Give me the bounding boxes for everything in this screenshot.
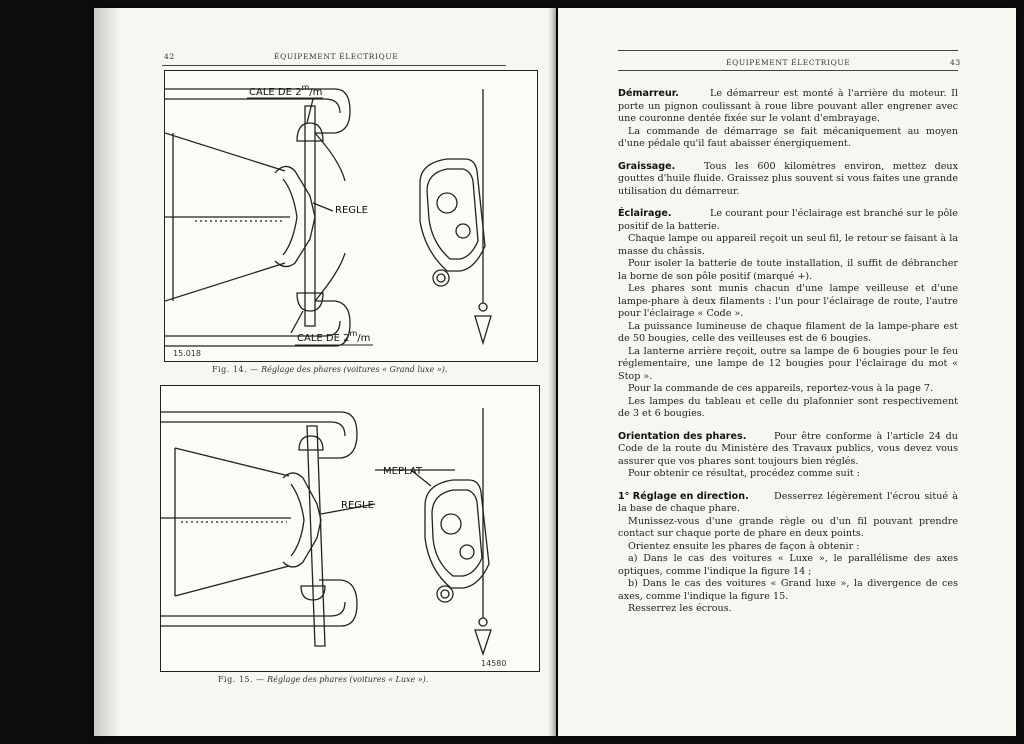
section-lead-reglage: Desserrez légèrement l'écrou situé à la base de chaque phare.: [618, 490, 958, 514]
fig14-label-bottom-text: [297, 329, 370, 344]
section-para-eclairage-2: Pour isoler la batterie de toute installation, il suffit de débrancher la borne de son pôle positif (marqué +).: [618, 258, 958, 282]
fig14-label-bottom-sup: m: [349, 329, 358, 338]
fig14-label-regle: REGLE: [335, 205, 368, 216]
section-para-eclairage-7: Les lampes du tableau et celle du plafonnier sont respectivement de 3 et 6 bougies.: [618, 395, 958, 419]
left-page: [94, 8, 556, 736]
head-rule-right-top: [618, 50, 958, 51]
section-eclairage: [618, 208, 958, 421]
fig14-label-bottom: CALE DE 2: [297, 333, 350, 344]
fig15-label-regle: REGLE: [341, 500, 374, 511]
section-para-eclairage-6: Pour la commande de ces appareils, reportez-vous à la page 7.: [628, 383, 934, 394]
head-rule-left: [162, 65, 506, 66]
section-para-reglage-2: Orientez ensuite les phares de façon à obtenir :: [628, 540, 860, 552]
fig15-ref: 14580: [481, 659, 507, 668]
fig15-caption-num: Fig. 15. —: [218, 675, 265, 684]
fig14-label-top: CALE DE 2: [249, 87, 302, 98]
section-para-eclairage-3: Les phares sont munis chacun d'une lampe veilleuse et d'une lampe-phare à deux filaments : l'un pour l'éclairage de route, l'autre pour l'éclairage « Code ».: [618, 283, 958, 319]
right-page-text: [618, 88, 958, 616]
section-lead-demarreur: Le démarreur est monté à l'arrière du moteur. Il porte un pignon coulissant à roue libre pouvant aller engrener avec une couronne dentée fixée sur le volant d'embrayage.: [618, 88, 958, 124]
fig14-label-top-text: [249, 83, 322, 98]
right-page: [558, 8, 1016, 736]
section-para-eclairage-4: La puissance lumineuse de chaque filament de la lampe-phare est de 50 bougies, celle des veilleuses est de 6 bougies.: [618, 320, 958, 344]
section-demarreur: [618, 88, 958, 151]
section-para-reglage-5: Resserrez les écrous.: [628, 603, 732, 614]
section-title-graissage: Graissage.: [618, 160, 676, 172]
section-orientation: [618, 431, 958, 481]
section-para-eclairage-1: Chaque lampe ou appareil reçoit un seul fil, le retour se faisant à la masse du châssis.: [618, 233, 958, 257]
running-head-right: ÉQUIPEMENT ÉLECTRIQUE: [726, 58, 851, 67]
running-head-left: ÉQUIPEMENT ÉLECTRIQUE: [274, 52, 399, 61]
section-para-eclairage-5: La lanterne arrière reçoit, outre sa lampe de 6 bougies pour le feu réglementaire, une lampe de 12 bougies pour l'éclairage du mot « Stop ».: [618, 345, 958, 382]
section-para-reglage-1: Munissez-vous d'une grande règle ou d'un fil pouvant prendre contact sur chaque porte de phare en deux points.: [618, 515, 958, 539]
fig14-ref: 15.018: [173, 349, 201, 358]
fig15-label-meplat: MEPLAT: [383, 466, 422, 477]
section-title-eclairage: Éclairage.: [618, 208, 672, 219]
section-graissage: [618, 161, 958, 199]
section-lead-graissage: Tous les 600 kilomètres environ, mettez deux gouttes d'huile fluide. Graissez plus souvent si vous faites une grande utilisation du démarreur.: [618, 160, 958, 197]
figure-15: [160, 385, 540, 672]
fig14-caption-num: Fig. 14. —: [212, 365, 259, 374]
section-para-demarreur-1: La commande de démarrage se fait mécaniquement au moyen d'une pédale qu'il faut abaisser énergiquement.: [618, 125, 958, 149]
head-rule-right: [618, 70, 958, 71]
figure-14-drawing: [165, 71, 537, 361]
fig14-caption: [212, 365, 447, 374]
section-lead-orientation: Pour être conforme à l'article 24 du Code de la route du Ministère des Travaux publics, vous devez vous assurer que vos phares sont toujours bien réglés.: [618, 430, 958, 467]
section-para-orientation-1: Pour obtenir ce résultat, procédez comme suit :: [628, 468, 860, 479]
section-reglage-direction: [618, 491, 958, 616]
figure-14: [164, 70, 538, 362]
section-para-reglage-4: b) Dans le cas des voitures « Grand luxe », la divergence de ces axes, comme l'indique la figure 15.: [618, 578, 958, 602]
figure-15-drawing: [161, 386, 539, 671]
fig15-caption: [218, 675, 428, 684]
section-title-reglage: 1° Réglage en direction.: [618, 490, 749, 502]
fig14-caption-text: Réglage des phares (voitures « Grand luxe »).: [261, 365, 448, 374]
section-title-demarreur: Démarreur.: [618, 88, 679, 99]
section-title-orientation: Orientation des phares.: [618, 430, 747, 442]
fig14-label-bottom-unit: /m: [357, 333, 371, 344]
fig15-caption-text: Réglage des phares (voitures « Luxe »).: [267, 675, 429, 684]
page-number-left: 42: [164, 52, 175, 61]
fig14-label-top-sup: m: [301, 83, 310, 92]
page-number-right: 43: [950, 58, 961, 67]
section-lead-eclairage: Le courant pour l'éclairage est branché sur le pôle positif de la batterie.: [618, 208, 958, 232]
fig14-label-top-unit: /m: [309, 87, 323, 98]
section-para-reglage-3: a) Dans le cas des voitures « Luxe », le parallélisme des axes optiques, comme l'indique la figure 14 ;: [618, 553, 958, 577]
